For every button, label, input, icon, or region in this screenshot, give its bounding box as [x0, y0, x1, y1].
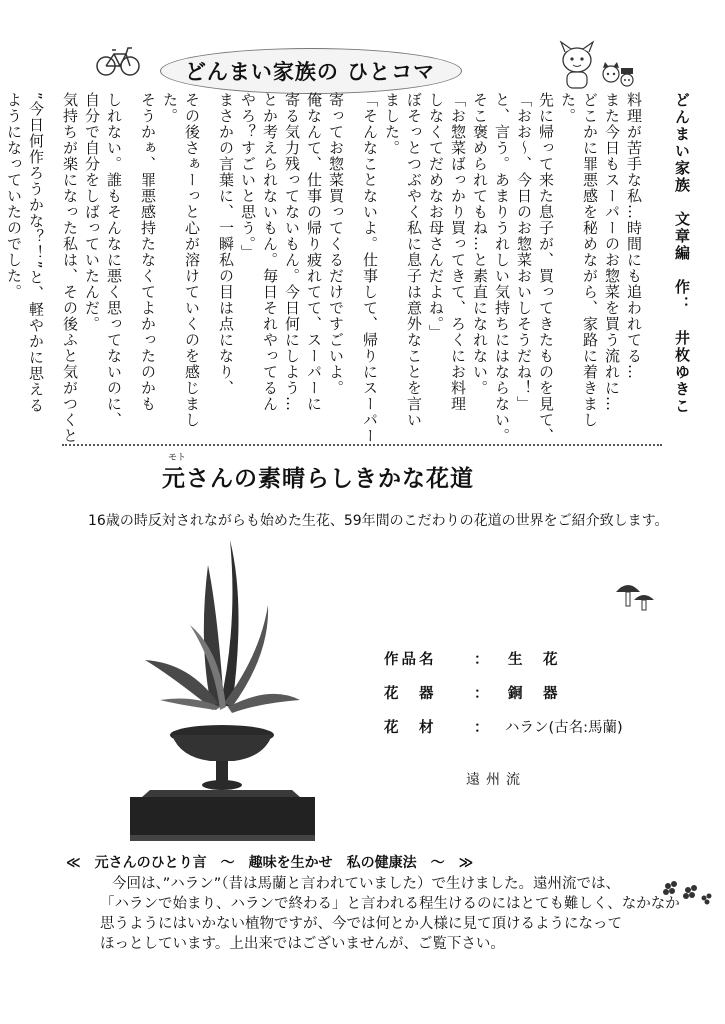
essay-line: 「そんなことないよ。仕事して、帰りにスーパー: [361, 92, 379, 444]
essay-line: ぼそっとつぶやく私に息子は意外なことを言い: [405, 92, 423, 428]
essay-text: [5, 92, 645, 457]
ikebana-photo: [120, 535, 325, 850]
school-name: 遠州流: [466, 772, 526, 788]
essay-line: とか考えられないもん。毎日それやってるん: [261, 92, 279, 412]
body-line: 思うようにはいかない植物ですが、今では何とか人様に見て頂けるようになって: [100, 916, 622, 932]
essay-line: と、言う。あまりうれしい気持ちにはならない。: [493, 92, 511, 444]
column-subheading: ≪ 元さんのひとり言 ～ 趣味を生かせ 私の健康法 ～ ≫: [66, 855, 474, 871]
essay-line: また今日もスーパーのお惣菜を買う流れに…: [603, 92, 621, 412]
spec-colon: ：: [474, 652, 492, 668]
mushroom-illustration: [614, 578, 658, 612]
essay-line: ようになっていたのでした。: [5, 92, 23, 300]
essay-line: そこ褒められてもね…と素直になれない。: [471, 92, 489, 396]
essay-line: 寄る気力残ってないもん。今日何にしよう…: [283, 92, 301, 412]
essay-line: 寄ってお惣菜買ってくるだけですごいよ。: [327, 92, 345, 396]
title-ruby: モト: [168, 453, 187, 463]
section-lead: 16歳の時反対されながらも始めた生花、59年間のこだわりの花道の世界をご紹介致します。: [88, 513, 669, 529]
spec-value-vessel: 銅 器: [508, 686, 561, 702]
section-title: 元さんの素晴らしきかな花道: [162, 466, 474, 492]
bicycle-illustration: [96, 42, 140, 78]
byline: どんまい家族 文章編 作： 井枚ゆきこ: [673, 92, 691, 415]
essay-line: ”今日何作ろうかな？！”と、軽やかに思える: [27, 92, 45, 414]
mascot-illustration: [555, 40, 635, 95]
essay-line: そうかぁ、罪悪感持たなくてよかったのかも: [139, 92, 157, 412]
essay-line: 気持ちが楽になった私は、その後ふと気がつくと: [61, 92, 79, 444]
spec-label-title: 作品名: [384, 652, 437, 668]
essay-line: その後さぁーっと心が溶けていくのを感じました。: [161, 92, 201, 428]
body-line: 今回は、”ハラン”（昔は馬蘭と言われていました）で生けました。遠州流では、: [112, 876, 621, 892]
section-divider: [62, 444, 662, 446]
essay-line: やろ？すごいと思う。」: [239, 92, 257, 261]
essay-line: 自分で自分をしばっていたんだ。: [83, 92, 101, 332]
flower-illustration: [658, 876, 714, 910]
essay-line: どこかに罪悪感を秘めながら、家路に着きました。: [559, 92, 599, 428]
body-line: ほっとしています。上出来ではございませんが、ご覧下さい。: [100, 936, 505, 952]
essay-line: しれない。誰もそんなに悪く思ってないのに、: [105, 92, 123, 428]
essay-line: まさかの言葉に、一瞬私の目は点になり、: [217, 92, 235, 396]
essay-line: 料理が苦手な私…時間にも追われてる…: [625, 92, 643, 380]
spec-value-material: ハラン(古名:馬蘭): [505, 720, 623, 736]
spec-value-title: 生 花: [508, 652, 561, 668]
spec-colon: ：: [474, 686, 492, 702]
body-line: 「ハランで始まり、ハランで終わる」と言われる程生けるのにはとても難しく、なかなか: [100, 896, 680, 912]
spec-label-vessel: 花 器: [384, 686, 437, 702]
essay-line: 俺なんて、仕事の帰り疲れてて、スーパーに: [305, 92, 323, 412]
essay-line: ました。: [383, 92, 401, 156]
essay-line: 「お惣菜ばっかり買ってきて、ろくにお料理: [449, 92, 467, 412]
essay-line: 先に帰って来た息子が、買ってきたものを見て、: [537, 92, 555, 444]
spec-colon: ：: [474, 720, 492, 736]
spec-label-material: 花 材: [384, 720, 437, 736]
page-title: どんまい家族の ひとコマ: [184, 60, 436, 84]
essay-line: 「おお〜、今日のお惣菜おいしそうだね！」: [515, 92, 533, 412]
essay-line: しなくてだめなお母さんだよね。」: [427, 92, 445, 341]
